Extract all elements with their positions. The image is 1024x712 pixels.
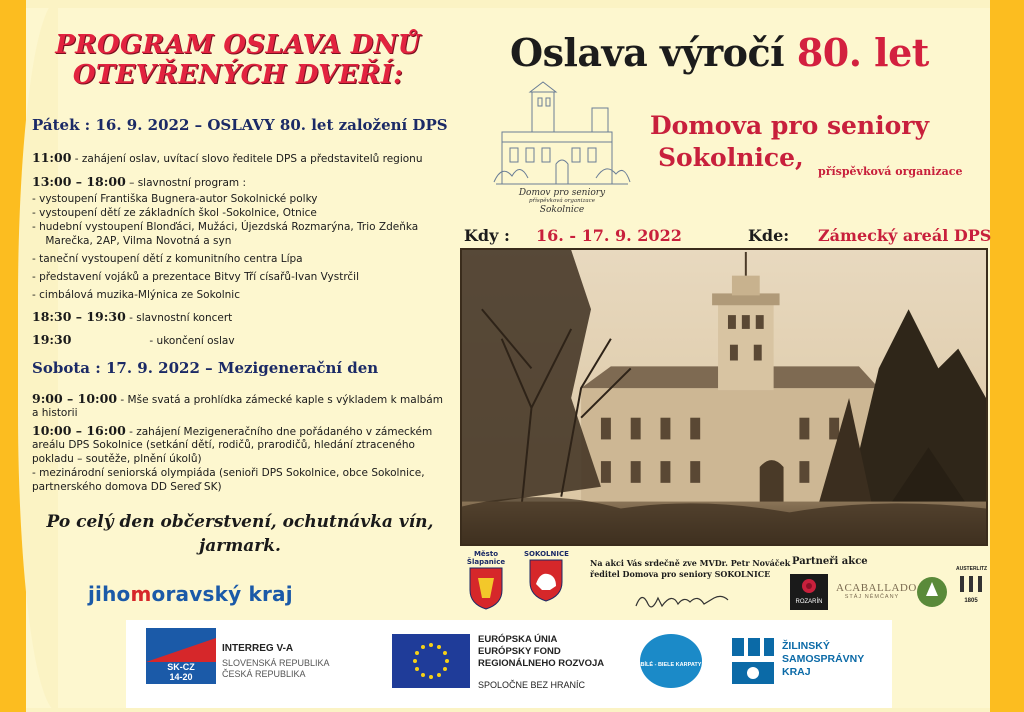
program-bullet: - cimbálová muzika-Mlýnica ze Sokolnic xyxy=(32,289,241,301)
allday-note xyxy=(30,510,450,558)
castle-photo xyxy=(460,248,988,546)
main-title-part2: 80. let xyxy=(796,30,929,75)
program-item-end xyxy=(32,333,452,348)
logo-caption-line1: Domov pro seniory xyxy=(518,188,606,198)
logo-caption-line2: příspěvková organizace xyxy=(529,198,595,204)
saturday-heading: Sobota : 17. 9. 2022 – Mezigenerační den xyxy=(32,359,379,377)
rose-icon xyxy=(798,577,820,595)
org-type: příspěvková organizace xyxy=(818,165,963,178)
kraj-text-part3: oravský kraj xyxy=(151,582,293,606)
interreg-line2: ČESKÁ REPUBLIKA xyxy=(222,669,306,679)
program-time: 11:00 xyxy=(32,150,72,165)
rozarin-label: ROZARÍN xyxy=(795,599,823,605)
program-item xyxy=(32,392,452,407)
zsk-line2: SAMOSPRÁVNY xyxy=(782,653,865,665)
invitation-line1: Na akci Vás srdečně zve MVDr. Petr Nováček xyxy=(590,558,791,568)
program-text: - Mše svatá a prohlídka zámecké kaple s výkladem k malbám xyxy=(117,394,443,406)
friday-heading: Pátek : 16. 9. 2022 – OSLAVY 80. let založení DPS xyxy=(32,116,448,134)
program-bullet: Marečka, 2AP, Vilma Novotná a syn xyxy=(32,235,232,247)
program-bullet: - hudební vystoupení Blonďáci, Mužáci, Újezdská Rozmarýna, Trio Zdeňka xyxy=(32,221,419,233)
eu-flag-icon xyxy=(392,634,470,688)
coat-of-arms-slapanice xyxy=(464,550,508,612)
program-item xyxy=(32,151,452,166)
home-title-line1: Domova pro seniory xyxy=(650,111,929,140)
skcz-label xyxy=(146,662,216,682)
interreg-text xyxy=(222,643,330,680)
austerlitz-year: 1805 xyxy=(964,598,978,604)
main-title xyxy=(510,30,929,75)
allday-line2: jarmark. xyxy=(199,536,281,556)
coat-of-arms-sokolnice xyxy=(524,550,568,604)
program-text-continued: partnerského domova DD Sereď SK) xyxy=(32,481,222,493)
zilina-region-text xyxy=(782,640,864,679)
program-text: – slavnostní program : xyxy=(125,177,246,189)
program-time: 19:30 xyxy=(32,332,72,347)
soldiers-icon xyxy=(958,572,984,594)
invitation-line2: ředitel Domova pro seniory SOKOLNICE xyxy=(590,569,771,579)
eu-line3: REGIONÁLNEHO ROZVOJA xyxy=(478,658,605,669)
partners-label: Partneři akce xyxy=(792,556,868,567)
program-item-concert xyxy=(32,310,452,325)
eu-line2: EURÓPSKY FOND xyxy=(478,646,561,657)
skcz-text: SK-CZ xyxy=(167,662,195,672)
jihomoravsky-kraj-logo xyxy=(88,582,293,606)
eu-text xyxy=(478,634,604,670)
austerlitz-logo xyxy=(956,566,986,604)
program-item xyxy=(32,175,452,190)
interreg-title: INTERREG V-A xyxy=(222,643,294,654)
program-text: - zahájení Mezigeneračního dne pořádaného v zámeckém xyxy=(125,426,433,438)
acaballado-sub: STÁJ NĚMČANY xyxy=(844,594,900,600)
when-label: Kdy : xyxy=(464,226,510,245)
karpaty-label: BÍLÉ - BIELE KARPATY xyxy=(640,662,702,668)
program-text-continued: - mezinárodní seniorská olympiáda (senioři DPS Sokolnice, obce Sokolnice, xyxy=(32,467,425,479)
kraj-text-part1: jiho xyxy=(88,582,131,606)
program-text-continued: pokladu – soutěže, plnění úkolů) xyxy=(32,453,202,465)
interreg-line1: SLOVENSKÁ REPUBLIKA xyxy=(222,658,330,668)
logo-caption-line3: Sokolnice xyxy=(539,205,585,215)
program-bullet: - vystoupení dětí ze základních škol -Sokolnice, Otnice xyxy=(32,207,317,219)
rozarin-logo xyxy=(790,574,828,610)
program-title-line1: PROGRAM OSLAVA DNŮ xyxy=(55,30,421,60)
program-time: 10:00 – 16:00 xyxy=(32,423,126,438)
program-bullet: - taneční vystoupení dětí z komunitního centra Lípa xyxy=(32,253,303,265)
main-title-part1: Oslava výročí xyxy=(510,30,797,75)
acaballado-label: ACABALLADO xyxy=(836,582,917,594)
program-bullet: - vystoupení Františka Bugnera-autor Sokolnické polky xyxy=(32,193,318,205)
program-time: 18:30 – 19:30 xyxy=(32,309,126,324)
coat-label: SOKOLNICE xyxy=(524,550,569,558)
program-bullet: - představení vojáků a prezentace Bitvy Tří císařů-Ivan Vystrčil xyxy=(32,271,360,283)
kraj-text-part2: m xyxy=(130,582,152,606)
program-item xyxy=(32,424,452,439)
coat-label: Město Šlapanice xyxy=(466,550,506,566)
program-text: - ukončení oslav xyxy=(149,335,235,347)
home-title-line2: Sokolnice, xyxy=(658,143,804,172)
skcz-years: 14-20 xyxy=(169,672,193,682)
where-value: Zámecký areál DPS xyxy=(818,226,992,245)
karpaty-logo xyxy=(640,634,702,688)
sokolnice-crest-icon xyxy=(526,558,566,602)
program-time: 13:00 – 18:00 xyxy=(32,174,126,189)
invitation xyxy=(590,558,790,580)
director-signature xyxy=(632,584,732,614)
slapanice-crest-icon xyxy=(466,566,506,610)
eu-sub: SPOLOČNE BEZ HRANÍC xyxy=(478,680,586,690)
program-text-continued: a historii xyxy=(32,407,78,419)
program-text-continued: areálu DPS Sokolnice (setkání dětí, rodičů, prarodičů, hledání ztraceného xyxy=(32,439,415,451)
logo-caption xyxy=(496,188,628,215)
austerlitz-label: AUSTERLITZ xyxy=(956,566,988,572)
zsk-line1: ŽILINSKÝ xyxy=(782,640,830,652)
program-time: 9:00 – 10:00 xyxy=(32,391,118,406)
where-label: Kde: xyxy=(748,226,790,245)
allday-line1: Po celý den občerstvení, ochutnávka vín, xyxy=(46,512,434,532)
eu-line1: EURÓPSKA ÚNIA xyxy=(478,634,558,645)
zsk-line3: KRAJ xyxy=(782,666,811,678)
program-title-line2: OTEVŘENÝCH DVEŘÍ: xyxy=(72,60,404,90)
program-text: - slavnostní koncert xyxy=(125,312,233,324)
zilina-region-crest-icon xyxy=(730,636,776,688)
when-value: 16. - 17. 9. 2022 xyxy=(536,226,682,245)
program-text: - zahájení oslav, uvítací slovo ředitele DPS a představitelů regionu xyxy=(71,153,423,165)
green-circle-logo xyxy=(916,576,948,608)
program-title xyxy=(28,30,448,90)
acaballado-logo xyxy=(836,582,917,600)
right-stripe xyxy=(990,0,1024,712)
